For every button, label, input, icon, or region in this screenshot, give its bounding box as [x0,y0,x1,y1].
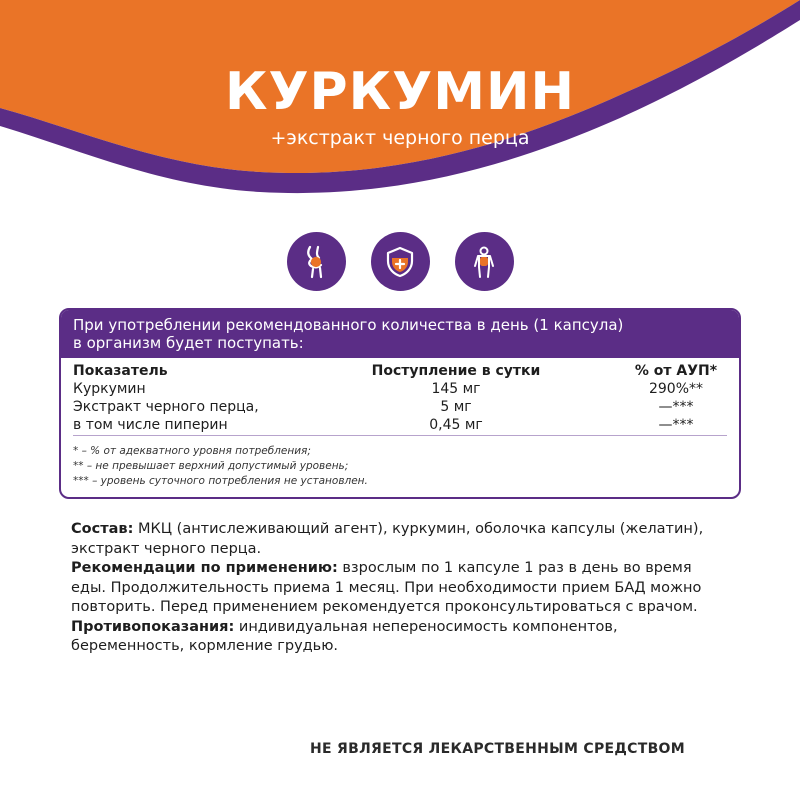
footnote: * – % от адекватного уровня потребления; [73,445,311,457]
table-row [61,380,739,398]
footnotes [73,444,368,489]
composition-paragraph [71,520,711,559]
footnote: ** – не превышает верхний допустимый уровень; [73,460,349,472]
row-percent: —*** [658,417,694,433]
table-row [61,416,739,434]
contraindications-text: индивидуальная непереносимость компонентов, беременность, кормление грудью. [71,618,618,654]
body-figure-icon [455,232,514,291]
row-name: Экстракт черного перца, [73,399,259,415]
recommendations-text: взрослым по 1 капсуле 1 раз в день во время еды. Продолжительность приема 1 месяц. При необходимости прием БАД можно повторить. Перед применением рекомендуется проконсультироваться с врачом. [71,560,702,615]
panel-heading [61,310,739,358]
shield-plus-icon [371,232,430,291]
row-name: Куркумин [73,381,146,397]
row-amount: 5 мг [440,399,472,415]
footnote: *** – уровень суточного потребления не установлен. [73,475,368,487]
row-amount: 0,45 мг [429,417,483,433]
disclaimer: НЕ ЯВЛЯЕТСЯ ЛЕКАРСТВЕННЫМ СРЕДСТВОМ [310,741,685,757]
column-header-percent: % от АУП* [634,363,718,379]
product-description [71,520,711,657]
table-header-row [61,362,739,380]
row-amount: 145 мг [431,381,481,397]
panel-heading-line2: в организм будет поступать: [73,334,304,352]
composition-text: МКЦ (антислеживающий агент), куркумин, оболочка капсулы (желатин), экстракт черного перца. [71,521,704,557]
benefit-icons [0,232,800,291]
panel-heading-line1: При употреблении рекомендованного количества в день (1 капсула) [73,316,624,334]
row-name: в том числе пиперин [73,417,228,433]
contraindications-label: Противопоказания: [71,618,235,635]
column-header-intake: Поступление в сутки [371,363,541,379]
row-percent: 290%** [648,381,704,397]
column-header-indicator: Показатель [73,363,168,379]
product-title: КУРКУМИН [224,62,576,122]
table-divider [73,435,727,436]
row-percent: —*** [658,399,694,415]
nutrition-panel [59,308,741,499]
recommendations-paragraph [71,559,711,618]
joint-icon [287,232,346,291]
product-subtitle: +экстракт черного перца [270,127,530,149]
recommendations-label: Рекомендации по применению: [71,560,338,576]
contraindications-paragraph [71,618,711,657]
composition-label: Состав: [71,521,134,537]
table-row [61,398,739,416]
